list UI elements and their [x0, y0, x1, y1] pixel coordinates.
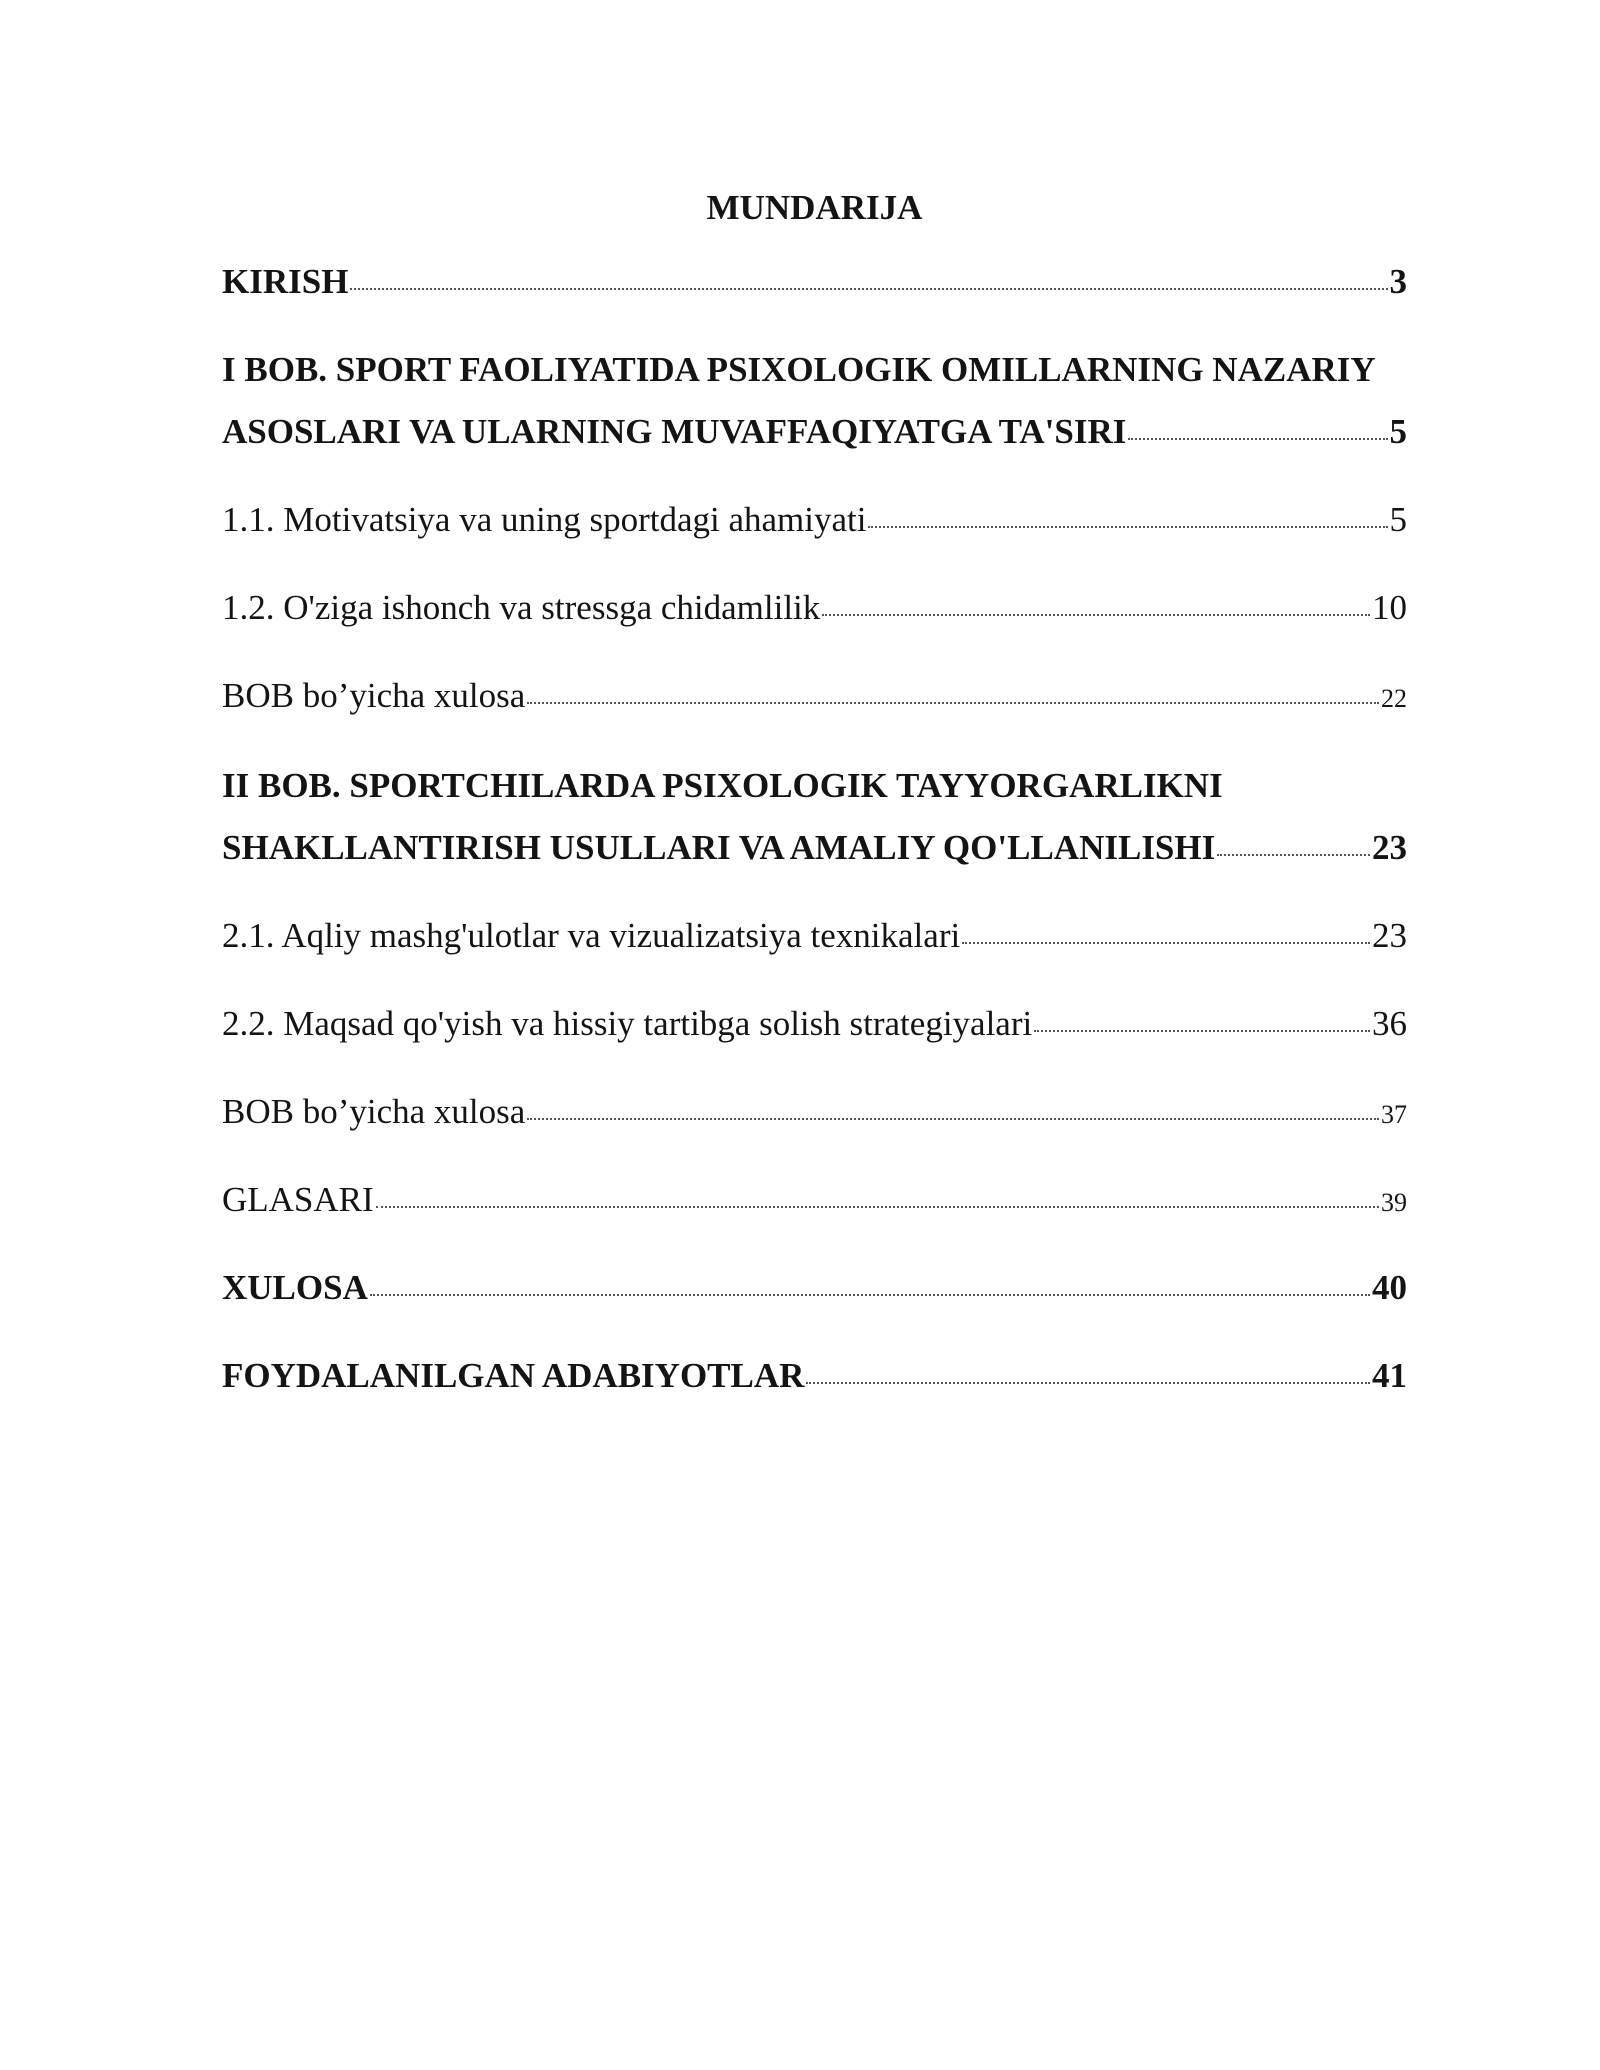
toc-entry-page: 40	[1372, 1268, 1407, 1307]
dot-leader	[527, 702, 1379, 704]
dot-leader	[1217, 854, 1370, 856]
toc-entry-page: 41	[1372, 1356, 1407, 1395]
toc-entry-page: 23	[1372, 828, 1407, 867]
toc-entry-glossary[interactable]	[222, 1180, 1407, 1223]
toc-entry-page: 39	[1381, 1188, 1407, 1217]
dot-leader	[868, 526, 1387, 528]
toc-entry-label: 2.1. Aqliy mashg'ulotlar va vizualizatsiya texnikalari	[222, 916, 961, 955]
toc-entry-page: 10	[1372, 588, 1407, 627]
toc-entry-label: ASOSLARI VA ULARNING MUVAFFAQIYATGA TA'SIRI	[222, 412, 1127, 451]
toc-entry-label: SHAKLLANTIRISH USULLARI VA AMALIY QO'LLANILISHI	[222, 828, 1216, 867]
toc-entry-label: FOYDALANILGAN ADABIYOTLAR	[222, 1356, 805, 1395]
toc-entry-chapter-1-summary[interactable]	[222, 676, 1407, 719]
dot-leader	[822, 614, 1370, 616]
toc-entry-label: BOB bo’yicha xulosa	[222, 1092, 526, 1131]
toc-entry-label-line1: I BOB. SPORT FAOLIYATIDA PSIXOLOGIK OMILLARNING NAZARIY	[222, 350, 1376, 389]
dot-leader	[370, 1294, 1370, 1296]
dot-leader	[1128, 438, 1387, 440]
toc-entry-page: 3	[1389, 262, 1407, 301]
toc-entry-label: 2.2. Maqsad qo'yish va hissiy tartibga solish strategiyalari	[222, 1004, 1033, 1043]
toc-entry-1-1[interactable]	[222, 500, 1407, 540]
toc-entry-chapter-1-line2[interactable]	[222, 412, 1407, 452]
toc-entry-page: 5	[1389, 412, 1407, 451]
dot-leader	[806, 1382, 1370, 1384]
toc-entry-chapter-2-summary[interactable]	[222, 1092, 1407, 1135]
dot-leader	[962, 942, 1370, 944]
toc-entry-2-2[interactable]	[222, 1004, 1407, 1044]
toc-entry-label: XULOSA	[222, 1268, 368, 1307]
toc-entry-conclusion[interactable]	[222, 1268, 1407, 1308]
toc-entry-label: 1.2. O'ziga ishonch va stressga chidamlilik	[222, 588, 821, 627]
dot-leader	[350, 288, 1387, 290]
toc-entry-page: 23	[1372, 916, 1407, 955]
dot-leader	[376, 1206, 1379, 1208]
toc-entry-references[interactable]	[222, 1356, 1407, 1396]
toc-entry-label: GLASARI	[222, 1180, 374, 1219]
toc-entry-label: KIRISH	[222, 262, 349, 301]
toc-entry-chapter-2[interactable]	[222, 766, 1452, 829]
toc-entry-1-2[interactable]	[222, 588, 1407, 628]
toc-entry-chapter-1[interactable]	[222, 350, 1452, 413]
toc-entry-label: 1.1. Motivatsiya va uning sportdagi ahamiyati	[222, 500, 867, 539]
toc-entry-page: 5	[1389, 500, 1407, 539]
dot-leader	[1034, 1030, 1370, 1032]
toc-entry-label: BOB bo’yicha xulosa	[222, 676, 526, 715]
toc-entry-label-line1: II BOB. SPORTCHILARDA PSIXOLOGIK TAYYORGARLIKNI	[222, 766, 1223, 805]
toc-title: MUNDARIJA	[706, 188, 923, 227]
toc-entry-2-1[interactable]	[222, 916, 1407, 956]
toc-entry-chapter-2-line2[interactable]	[222, 828, 1407, 868]
toc-entry-page: 22	[1381, 684, 1407, 713]
toc-entry-page: 37	[1381, 1100, 1407, 1129]
toc-entry-kirish[interactable]	[222, 262, 1407, 302]
dot-leader	[527, 1118, 1379, 1120]
toc-entry-page: 36	[1372, 1004, 1407, 1043]
